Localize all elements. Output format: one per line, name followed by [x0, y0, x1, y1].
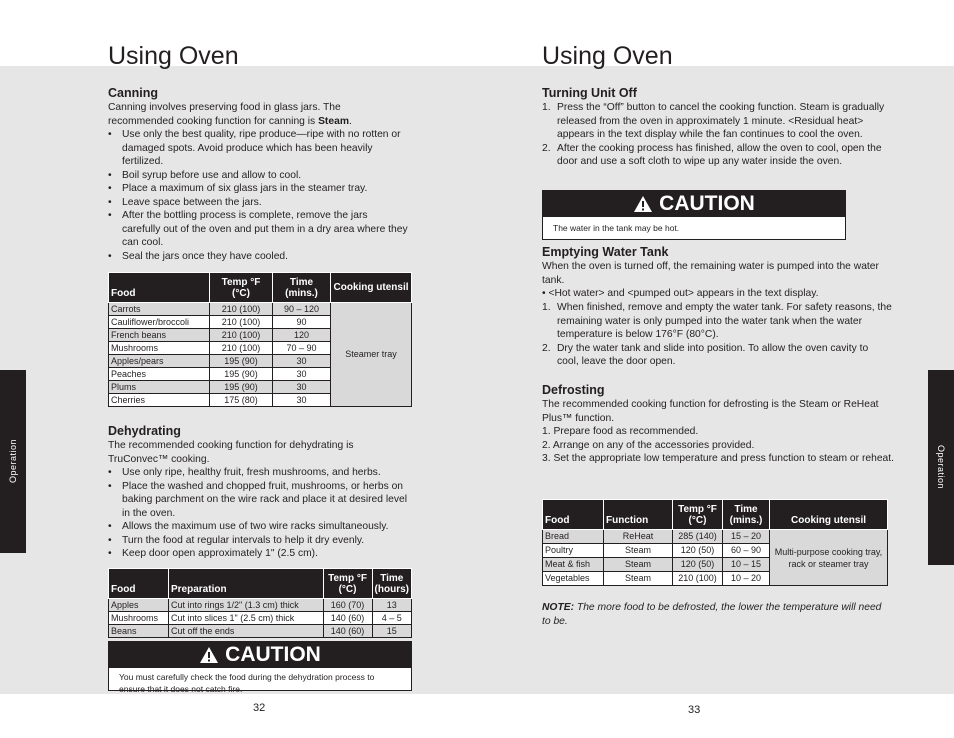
section-heading-emptying-water-tank: Emptying Water Tank [542, 245, 669, 259]
table-cell: Vegetables [543, 572, 604, 586]
table-cell: 210 (100) [210, 342, 273, 355]
list-item: 2. Arrange on any of the accessories provided. [542, 439, 755, 451]
dehydrating-table [108, 568, 412, 638]
table-cell: 10 – 15 [723, 558, 770, 572]
caution-box-water-tank [542, 190, 846, 240]
defrosting-note [542, 601, 892, 628]
table-cell: Steam [604, 558, 673, 572]
table-cell: 120 [273, 329, 331, 342]
column-header: Temp °F (°C) [323, 569, 372, 599]
list-item: • Keep door open approximately 1" (2.5 cm). [108, 547, 410, 561]
table-cell: 30 [273, 355, 331, 368]
column-header: Cooking utensil [331, 273, 412, 303]
section-heading-dehydrating: Dehydrating [108, 424, 181, 438]
table-cell: 90 – 120 [273, 303, 331, 316]
table-row [109, 625, 412, 638]
utensil-cell: Steamer tray [331, 303, 412, 407]
section-tab-operation-right [928, 370, 954, 565]
table-cell: 120 (50) [673, 558, 723, 572]
table-cell: 4 – 5 [372, 612, 411, 625]
table-cell: 210 (100) [210, 316, 273, 329]
table-cell: Cut into slices 1" (2.5 cm) thick [169, 612, 324, 625]
table-cell: Beans [109, 625, 169, 638]
warning-triangle-icon [633, 195, 653, 213]
list-item: 1. Press the “Off” button to cancel the cooking function. Steam is gradually released from the oven in approximately 1 minute. <Residual heat> appears in the text display while the fan continues to cool the oven. [542, 102, 885, 140]
table-cell: 140 (60) [323, 612, 372, 625]
emptying-bullet: • <Hot water> and <pumped out> appears in the text display. [542, 288, 819, 299]
page-number: 33 [688, 704, 701, 716]
defrosting-intro: The recommended cooking function for defrosting is the Steam or ReHeat Plus™ function. [542, 399, 879, 424]
defrosting-table [542, 499, 888, 586]
table-cell: 210 (100) [210, 303, 273, 316]
section-tab-operation-left [0, 370, 26, 553]
column-header: Cooking utensil [770, 500, 888, 530]
column-header: Time (mins.) [723, 500, 770, 530]
table-cell: Mushrooms [109, 342, 210, 355]
table-cell: 160 (70) [323, 599, 372, 612]
table-cell: 195 (90) [210, 368, 273, 381]
table-cell: Cauliflower/broccoli [109, 316, 210, 329]
table-cell: 210 (100) [673, 572, 723, 586]
table-cell: 30 [273, 368, 331, 381]
turning-off-steps [542, 101, 892, 169]
emptying-steps [542, 301, 892, 369]
caution-label: CAUTION [225, 643, 321, 666]
table-row [543, 530, 888, 544]
table-cell: Cherries [109, 394, 210, 407]
table-cell: 140 (60) [323, 625, 372, 638]
caution-text: You must carefully check the food during the dehydration process to ensure that it does not catch fire. [119, 672, 375, 694]
section-heading-turning-unit-off: Turning Unit Off [542, 86, 637, 100]
table-cell: 60 – 90 [723, 544, 770, 558]
table-cell: Apples/pears [109, 355, 210, 368]
caution-header [543, 191, 845, 217]
table-cell: Cut off the ends [169, 625, 324, 638]
column-header: Food [543, 500, 604, 530]
column-header: Food [109, 569, 169, 599]
section-heading-canning: Canning [108, 86, 158, 100]
utensil-cell: Multi-purpose cooking tray, rack or steamer tray [770, 530, 888, 586]
column-header: Function [604, 500, 673, 530]
dehydrating-bullet-list [108, 466, 410, 561]
canning-intro: Canning involves preserving food in glass jars. The recommended cooking function for canning is Steam. [108, 102, 352, 127]
table-cell: 30 [273, 394, 331, 407]
section-heading-defrosting: Defrosting [542, 383, 605, 397]
list-item: • Turn the food at regular intervals to help it dry evenly. [108, 534, 410, 548]
table-cell: 15 [372, 625, 411, 638]
warning-triangle-icon [199, 646, 219, 664]
table-cell: 15 – 20 [723, 530, 770, 544]
list-item: 1. When finished, remove and empty the water tank. For safety reasons, the remaining water is only pumped into the water tank when the water temperature is below 176°F (80°C). [542, 302, 892, 340]
table-cell: Apples [109, 599, 169, 612]
table-cell: 285 (140) [673, 530, 723, 544]
note-label: NOTE: [542, 602, 575, 613]
table-cell: Poultry [543, 544, 604, 558]
list-item: • Leave space between the jars. [108, 196, 408, 210]
column-header: Time (mins.) [273, 273, 331, 303]
list-item: • Place the washed and chopped fruit, mushrooms, or herbs on baking parchment on the wire rack and place it at desired level in the oven. [108, 480, 410, 521]
table-cell: 30 [273, 381, 331, 394]
table-cell: Steam [604, 544, 673, 558]
table-cell: ReHeat [604, 530, 673, 544]
table-cell: Carrots [109, 303, 210, 316]
list-item: • Place a maximum of six glass jars in the steamer tray. [108, 182, 408, 196]
column-header: Temp °F (°C) [673, 500, 723, 530]
page-title: Using Oven [542, 42, 673, 70]
table-cell: Steam [604, 572, 673, 586]
list-item: • Seal the jars once they have cooled. [108, 250, 408, 264]
table-cell: Mushrooms [109, 612, 169, 625]
list-item: 2. After the cooking process has finished, allow the oven to cool, open the door and use a soft cloth to wipe up any water inside the oven. [542, 142, 882, 167]
table-cell: 210 (100) [210, 329, 273, 342]
table-cell: French beans [109, 329, 210, 342]
list-item: 3. Set the appropriate low temperature and press function to steam or reheat. [542, 453, 895, 464]
column-header: Time (hours) [372, 569, 411, 599]
list-item: 1. Prepare food as recommended. [542, 426, 699, 437]
caution-box-dehydrating [108, 641, 412, 694]
dehydrating-intro: The recommended cooking function for dehydrating is TruConvec™ cooking. [108, 440, 354, 465]
table-row [109, 599, 412, 612]
column-header: Temp °F (°C) [210, 273, 273, 303]
emptying-intro: When the oven is turned off, the remaining water is pumped into the water tank. [542, 261, 879, 286]
note-text: The more food to be defrosted, the lower the temperature will need to be. [542, 602, 882, 627]
table-row [109, 612, 412, 625]
table-cell: 195 (90) [210, 381, 273, 394]
caution-label: CAUTION [659, 192, 755, 215]
table-cell: Meat & fish [543, 558, 604, 572]
page-number: 32 [253, 702, 266, 714]
caution-text: The water in the tank may be hot. [553, 223, 680, 233]
column-header: Preparation [169, 569, 324, 599]
column-header: Food [109, 273, 210, 303]
defrosting-steps [542, 425, 897, 466]
table-cell: Peaches [109, 368, 210, 381]
table-cell: 70 – 90 [273, 342, 331, 355]
canning-table [108, 272, 412, 407]
canning-bullet-list [108, 128, 408, 263]
list-item: • Use only ripe, healthy fruit, fresh mushrooms, and herbs. [108, 466, 410, 480]
table-cell: 175 (80) [210, 394, 273, 407]
table-cell: 90 [273, 316, 331, 329]
table-cell: Bread [543, 530, 604, 544]
table-cell: 120 (50) [673, 544, 723, 558]
table-cell: 13 [372, 599, 411, 612]
table-cell: 195 (90) [210, 355, 273, 368]
list-item: • After the bottling process is complete, remove the jars carefully out of the oven and put them in a dry area where they can cool. [108, 209, 408, 250]
table-cell: Cut into rings 1/2" (1.3 cm) thick [169, 599, 324, 612]
list-item: • Use only the best quality, ripe produce—ripe with no rotten or damaged spots. Avoid produce which has been heavily fertilized. [108, 128, 408, 169]
table-cell: 10 – 20 [723, 572, 770, 586]
section-tab-label: Operation [936, 444, 946, 490]
table-row [109, 303, 412, 316]
list-item: • Allows the maximum use of two wire racks simultaneously. [108, 520, 410, 534]
list-item: • Boil syrup before use and allow to cool. [108, 169, 408, 183]
table-cell: Plums [109, 381, 210, 394]
page-title: Using Oven [108, 42, 239, 70]
list-item: 2. Dry the water tank and slide into position. To allow the oven cavity to cool, leave the door open. [542, 342, 869, 367]
caution-header [109, 642, 411, 668]
section-tab-label: Operation [8, 438, 18, 484]
